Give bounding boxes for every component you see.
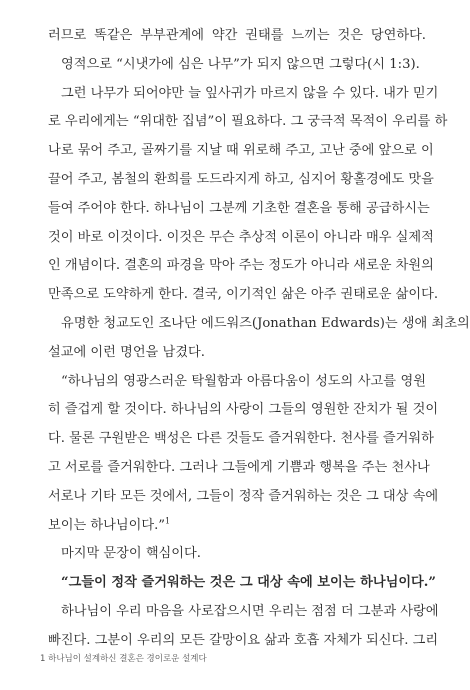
quote-end-text: 보이는 하나님이다.” [48, 517, 166, 533]
footnote-marker: 1 [165, 516, 171, 526]
text-line: 고 서로를 즐거워한다. 그러나 그들에게 기쁨과 행복을 주는 천사나 [48, 459, 430, 475]
text-line: 빠진다. 그분이 우리의 모든 갈망이요 삶과 호흡 자체가 되신다. 그리 [48, 632, 439, 648]
text-line: 나로 묶어 주고, 골짜기를 지날 때 위로해 주고, 고난 중에 앞으로 이 [48, 143, 434, 159]
text-line: 히 즐겁게 할 것이다. 하나님의 사랑이 그들의 영원한 잔치가 될 것이 [48, 402, 439, 418]
text-line: 영적으로 “시냇가에 심은 나무”가 되지 않으면 그렇다(시 1:3). [61, 56, 420, 72]
text-line: 러므로 똑같은 부부관계에 약간 권태를 느끼는 것은 당연하다. [48, 28, 426, 43]
text-line: 것이 바로 이것이다. 이것은 무슨 추상적 이론이 아니라 매우 실제적 [48, 229, 434, 245]
text-line: 마지막 문장이 핵심이다. [61, 546, 201, 562]
emphasized-quote: “그들이 정작 즐거워하는 것은 그 대상 속에 보이는 하나님이다.” [61, 575, 436, 591]
text-line: 서로나 기타 모든 것에서, 그들이 정작 즐거워하는 것은 그 대상 속에 [48, 488, 439, 504]
text-line: 인 개념이다. 결혼의 파경을 막아 주는 정도가 아니라 새로운 차원의 [48, 258, 434, 274]
text-line: 들여 주어야 한다. 하나님이 그분께 기초한 결혼을 통해 공급하시는 [48, 200, 430, 216]
text-line: “하나님의 영광스러운 탁월함과 아름다움이 성도의 사고를 영원 [61, 373, 426, 389]
text-line: 그런 나무가 되어야만 늘 잎사귀가 마르지 않을 수 있다. 내가 믿기 [61, 85, 439, 101]
footnote: 1 하나님이 설계하신 결혼은 경이로운 설계다 [40, 654, 207, 664]
text-line: 하나님이 우리 마음을 사로잡으시면 우리는 점점 더 그분과 사랑에 [61, 603, 439, 619]
text-line: 다. 물론 구원받은 백성은 다른 것들도 즐거워한다. 천사를 즐거워하 [48, 431, 434, 447]
text-line: 만족으로 도약하게 한다. 결국, 이기적인 삶은 아주 권태로운 삶이다. [48, 287, 439, 303]
text-line [48, 512, 426, 541]
body-text [48, 22, 470, 656]
text-line: 끌어 주고, 봄철의 환희를 도드라지게 하고, 심지어 황홀경에도 맛을 [48, 171, 434, 187]
text-line: 유명한 청교도인 조나단 에드워즈(Jonathan Edwards)는 생애 최초의 [61, 315, 470, 331]
text-line: 설교에 이런 명언을 남겼다. [48, 344, 205, 360]
text-line: 로 우리에게는 “위대한 집념”이 필요하다. 그 궁극적 목적이 우리를 하 [48, 114, 448, 130]
